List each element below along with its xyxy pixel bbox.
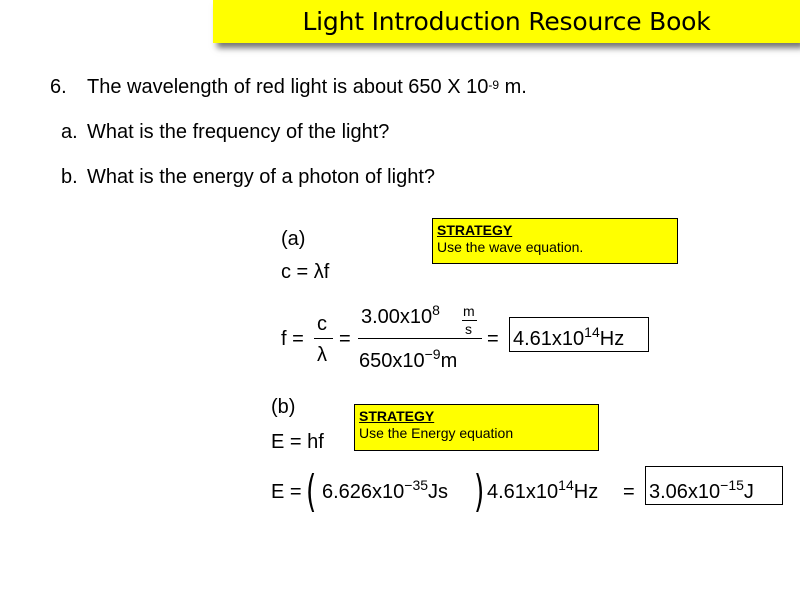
energy-equation: E = hf [271, 431, 324, 453]
equals-sign-1: = [339, 328, 351, 350]
planck-constant [322, 477, 449, 503]
energy-lhs: E = [271, 481, 302, 503]
left-paren: ( [306, 466, 317, 517]
frequency-result-mantissa: 4.61x10 [513, 328, 585, 350]
planck-unit: Js [428, 481, 449, 503]
part-b-label: b. [61, 166, 78, 188]
speed-of-light-value [361, 302, 440, 328]
wavelength-value [359, 346, 458, 372]
unit-seconds-bottom: s [465, 321, 472, 337]
strategy-text-b: Use the Energy equation [359, 425, 514, 441]
strategy-box-a [432, 218, 678, 264]
main-fraction-bar [358, 338, 482, 339]
question-text-main: The wavelength of red light is about 650 X 10 [87, 76, 489, 98]
part-a-label: a. [61, 121, 78, 143]
freq-sub-mantissa: 4.61x10 [487, 481, 559, 503]
wavelength-unit: m [440, 350, 458, 372]
solution-a-label: (a) [281, 228, 306, 250]
frequency-result [513, 324, 625, 350]
solution-b-label: (b) [271, 396, 296, 418]
strategy-box-b [354, 404, 599, 451]
speed-exponent: 8 [432, 302, 440, 318]
strategy-heading-a: STRATEGY [437, 222, 513, 238]
energy-result [649, 477, 754, 503]
speed-mantissa: 3.00x10 [361, 306, 433, 328]
wavelength-mantissa: 650x10 [359, 350, 425, 372]
freq-sub-unit: Hz [573, 481, 599, 503]
question-number: 6. [50, 76, 67, 98]
equals-sign-3: = [623, 481, 635, 503]
frequency-result-unit: Hz [599, 328, 625, 350]
fraction-bar-c-lambda [314, 338, 333, 339]
title-banner [213, 0, 800, 43]
energy-result-unit: J [743, 481, 754, 503]
wavelength-exponent: −9 [424, 346, 441, 362]
frequency-substituted [487, 477, 599, 503]
unit-meters-top: m [463, 303, 475, 319]
part-a-text: What is the frequency of the light? [87, 121, 390, 143]
question-text-unit: m. [499, 76, 527, 98]
strategy-text-a: Use the wave equation. [437, 239, 584, 255]
frequency-lhs: f = [281, 328, 304, 350]
right-paren: ) [474, 466, 485, 517]
question-text [87, 76, 527, 99]
frequency-result-exponent: 14 [584, 324, 600, 340]
planck-mantissa: 6.626x10 [322, 481, 405, 503]
planck-exponent: −35 [404, 477, 429, 493]
fraction-lambda-denominator: λ [317, 344, 327, 366]
energy-result-exponent: −15 [720, 477, 744, 493]
question-exponent: -9 [488, 78, 500, 92]
wave-equation: c = λf [281, 261, 330, 283]
fraction-c-numerator: c [317, 313, 327, 335]
freq-sub-exponent: 14 [558, 477, 574, 493]
energy-result-mantissa: 3.06x10 [649, 481, 721, 503]
page-title: Light Introduction Resource Book [302, 7, 711, 36]
strategy-heading-b: STRATEGY [359, 408, 435, 424]
part-b-text: What is the energy of a photon of light? [87, 166, 435, 188]
equals-sign-2: = [487, 328, 499, 350]
